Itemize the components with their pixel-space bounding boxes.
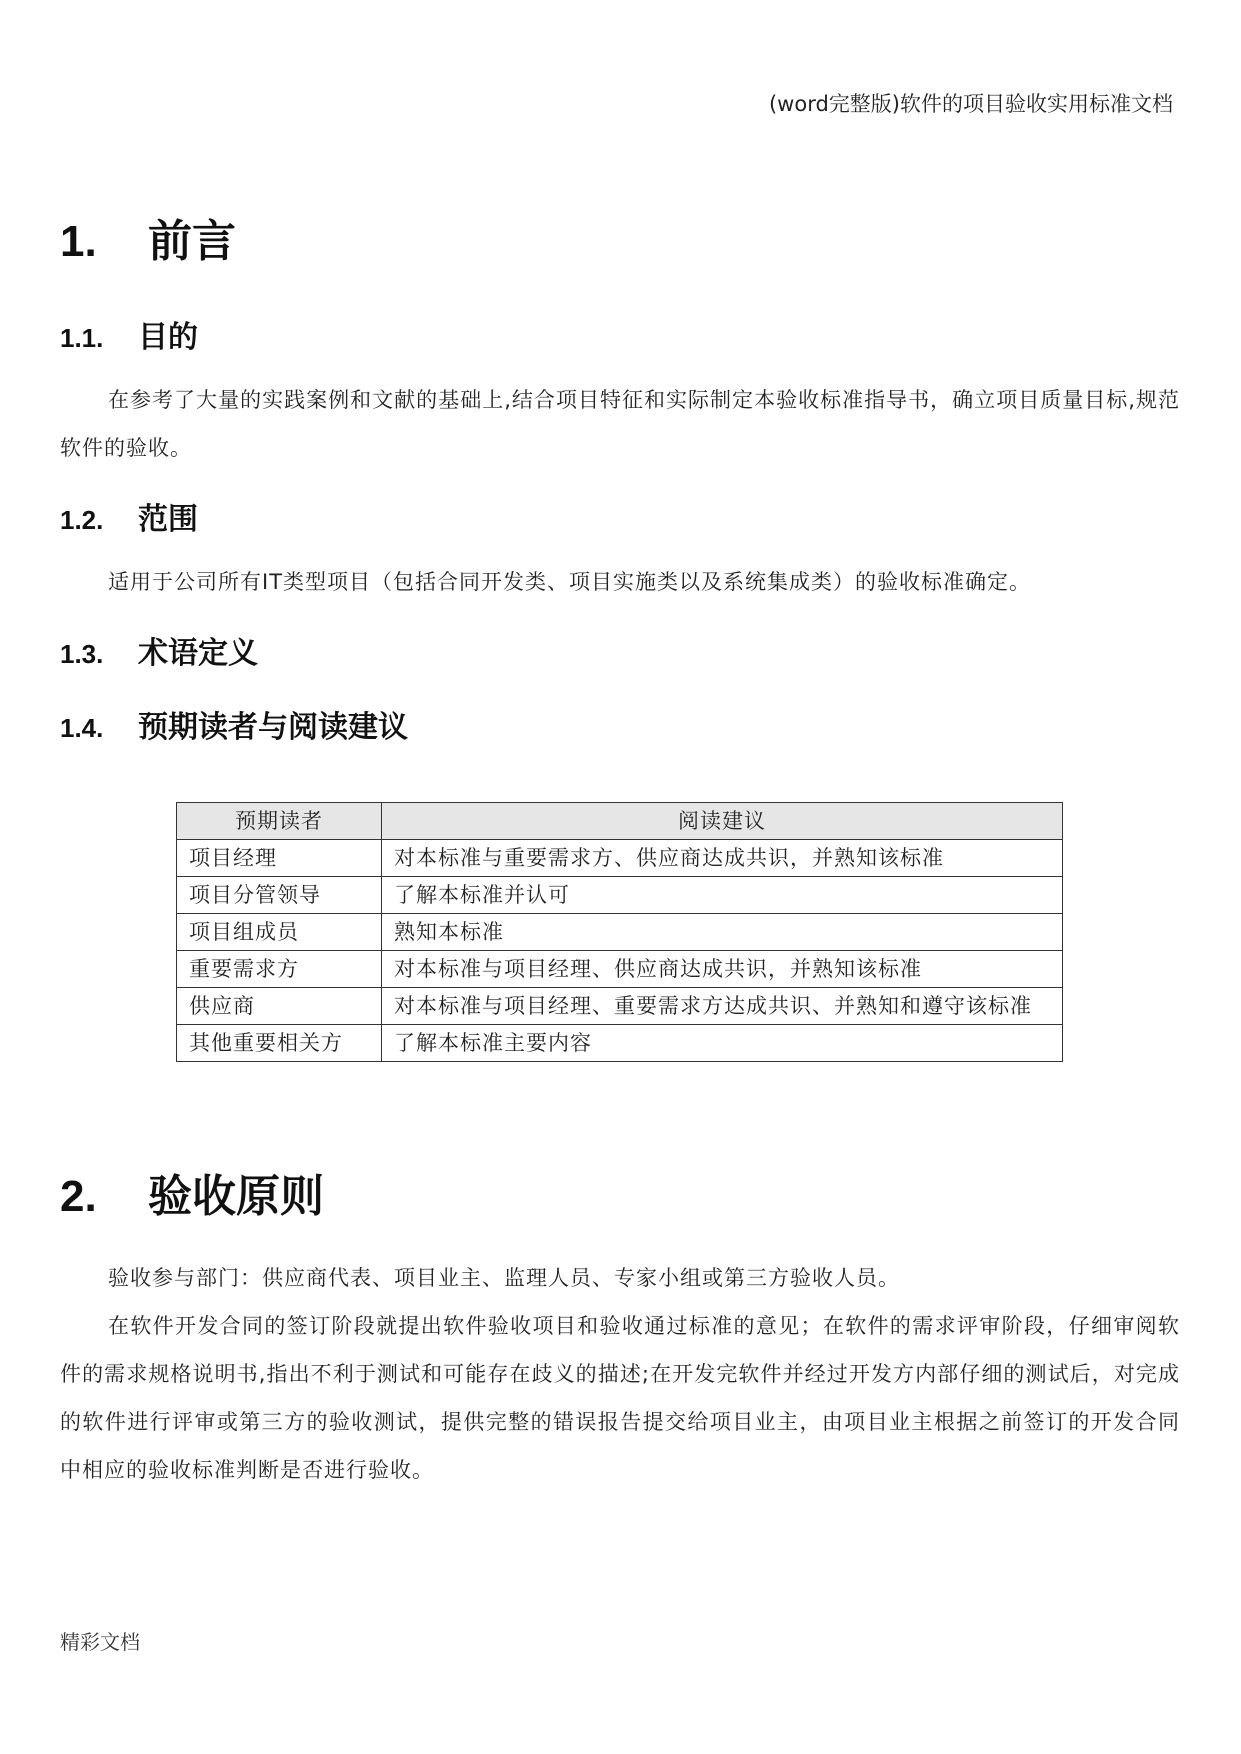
table-row [177, 1025, 1063, 1062]
table-header-row [177, 803, 1063, 840]
paragraph-participants: 验收参与部门：供应商代表、项目业主、监理人员、专家小组或第三方验收人员。 [108, 1266, 900, 1290]
table-row [177, 877, 1063, 914]
advice-cell: 熟知本标准 [382, 914, 1063, 951]
column-header-reader: 预期读者 [177, 803, 382, 840]
table-row [177, 951, 1063, 988]
table-row [177, 914, 1063, 951]
heading-text: 预期读者与阅读建议 [138, 710, 408, 745]
heading-section-1-1 [60, 312, 198, 356]
advice-cell: 对本标准与项目经理、重要需求方达成共识、并熟知和遵守该标准 [382, 988, 1063, 1025]
heading-section-1-2 [60, 494, 198, 538]
reader-cell: 其他重要相关方 [177, 1025, 382, 1062]
table-row [177, 840, 1063, 877]
readers-table [176, 802, 1063, 1062]
heading-section-1-4 [60, 702, 408, 746]
document-header-title: (word完整版)软件的项目验收实用标准文档 [768, 92, 1173, 116]
heading-section-1-3 [60, 628, 258, 672]
heading-text: 范围 [138, 502, 198, 537]
advice-cell: 对本标准与重要需求方、供应商达成共识，并熟知该标准 [382, 840, 1063, 877]
heading-text: 验收原则 [148, 1171, 324, 1222]
reader-cell: 项目经理 [177, 840, 382, 877]
heading-number: 1.3. [60, 639, 104, 669]
heading-text: 目的 [138, 320, 198, 355]
reader-cell: 供应商 [177, 988, 382, 1025]
heading-number: 1.1. [60, 323, 104, 353]
column-header-advice: 阅读建议 [382, 803, 1063, 840]
paragraph-acceptance-process: 在软件开发合同的签订阶段就提出软件验收项目和验收通过标准的意见；在软件的需求评审阶段，仔细审阅软件的需求规格说明书,指出不利于测试和可能存在歧义的描述;在开发完软件并经过开发方内部仔细的测试后，对完成的软件进行评审或第三方的验收测试，提供完整的错误报告提交给项目业主，由项目业主根据之前签订的开发合同中相应的验收标准判断是否进行验收。 [60, 1314, 1180, 1482]
reader-cell: 项目组成员 [177, 914, 382, 951]
advice-cell: 了解本标准主要内容 [382, 1025, 1063, 1062]
heading-number: 1.2. [60, 505, 104, 535]
heading-text: 术语定义 [138, 636, 258, 671]
heading-number: 1. [60, 217, 97, 266]
paragraph-scope: 适用于公司所有IT类型项目（包括合同开发类、项目实施类以及系统集成类）的验收标准确定。 [108, 570, 1032, 594]
advice-cell: 了解本标准并认可 [382, 877, 1063, 914]
heading-section-2 [60, 1160, 324, 1224]
heading-text: 前言 [148, 216, 236, 267]
page-footer: 精彩文档 [60, 1630, 140, 1654]
paragraph-purpose: 在参考了大量的实践案例和文献的基础上,结合项目特征和实际制定本验收标准指导书，确立项目质量目标,规范软件的验收。 [60, 388, 1180, 460]
reader-cell: 重要需求方 [177, 951, 382, 988]
reader-cell: 项目分管领导 [177, 877, 382, 914]
table-row [177, 988, 1063, 1025]
heading-number: 1.4. [60, 713, 104, 743]
advice-cell: 对本标准与项目经理、供应商达成共识，并熟知该标准 [382, 951, 1063, 988]
heading-number: 2. [60, 1172, 97, 1221]
heading-section-1 [60, 205, 236, 269]
